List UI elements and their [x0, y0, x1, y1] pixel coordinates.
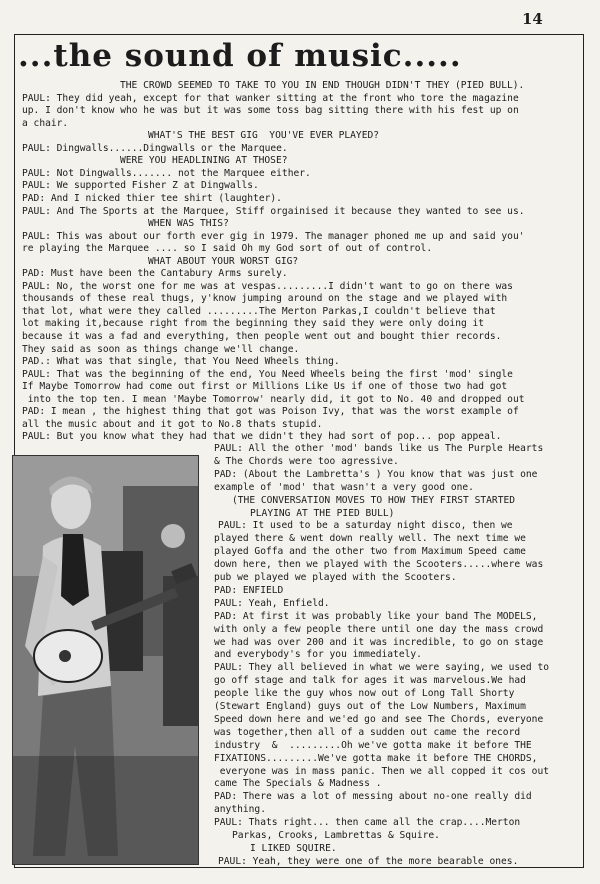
text-line: THE CROWD SEEMED TO TAKE TO YOU IN END THOUGH DIDN'T THEY (PIED BULL).	[120, 80, 525, 91]
text-line: Speed down here and we'ed go and see The Chords, everyone	[214, 713, 544, 725]
text-line: thousands of these real thugs, y'know jumping around on the stage and we played with	[22, 293, 508, 305]
text-line: PAD: Must have been the Cantabury Arms surely.	[22, 268, 288, 280]
text-line: If Maybe Tomorrow had come out first or Millions Like Us if one of those two had got	[22, 381, 508, 393]
text-line: played Goffa and the other two from Maximum Speed came	[214, 546, 526, 558]
text-line: because it was a fad and everything, then people went out and bought thier records.	[22, 331, 502, 342]
text-line: re playing the Marquee .... so I said Oh my God sort of out of control.	[22, 243, 433, 255]
text-line: PAUL: It used to be a saturday night disco, then we	[218, 520, 513, 532]
text-line: PAUL: And The Sports at the Marquee, Stiff orgainised it because they wanted to see us.	[22, 205, 525, 217]
text-line: Parkas, Crooks, Lambrettas & Squire.	[232, 830, 440, 841]
article-title: ...the sound of music.....	[18, 38, 462, 74]
text-line: WHAT ABOUT YOUR WORST GIG?	[148, 255, 299, 267]
text-line: up. I don't know who he was but it was some toss bag sitting there with his fest up on	[22, 105, 519, 117]
text-line: played there & went down really well. The next time we	[214, 533, 526, 545]
text-line: example of 'mod' that wasn't a very good one.	[214, 481, 474, 493]
text-line: that lot, what were they called .........The Merton Parkas,I couldn't believe that	[22, 305, 496, 317]
text-line: FIXATIONS.........We've gotta make it before THE CHORDS,	[214, 752, 538, 764]
text-line: WHAT'S THE BEST GIG YOU'VE EVER PLAYED?	[148, 130, 380, 142]
text-line: PLAYING AT THE PIED BULL)	[250, 507, 395, 519]
text-line: They said as soon as things change we'll change.	[22, 343, 300, 355]
text-line: came The Specials & Madness .	[214, 778, 382, 790]
text-line: WHEN WAS THIS?	[148, 218, 229, 230]
text-line: PAUL: Not Dingwalls....... not the Marquee either.	[22, 167, 311, 179]
text-line: PAUL: Thats right... then came all the crap....Merton	[214, 817, 521, 829]
text-line: PAUL: Yeah, Enfield.	[214, 597, 330, 609]
text-line: PAD: (About the Lambretta's ) You know that was just one	[214, 468, 538, 480]
text-line: PAD: ENFIELD	[214, 584, 284, 596]
text-line: down here, then we played with the Scooters.....where was	[214, 559, 544, 571]
page-number: 14	[522, 10, 543, 28]
text-line: (Stewart England) guys out of the Low Numbers, Maximum	[214, 701, 526, 712]
text-line: and everybody's for you immediately.	[214, 649, 422, 661]
text-line: PAD: There was a lot of messing about no-one really did	[214, 791, 532, 803]
text-line: into the top ten. I mean 'Maybe Tomorrow' nearly did, it got to No. 40 and dropped out	[22, 393, 525, 405]
text-line: (THE CONVERSATION MOVES TO HOW THEY FIRST STARTED	[232, 494, 516, 506]
text-line: PAUL: They did yeah, except for that wanker sitting at the front who tore the magazine	[22, 92, 519, 104]
text-line: PAD: I mean , the highest thing that got was Poison Ivy, that was the worst example of	[22, 406, 519, 418]
text-line: PAUL: This was about our forth ever gig in 1979. The manager phoned me up and said you'	[22, 230, 525, 242]
text-line: PAUL: That was the beginning of the end, You Need Wheels being the first 'mod' single	[22, 368, 513, 380]
text-line: & The Chords were too agressive.	[214, 455, 399, 467]
text-line: all the music about and it got to No.8 thats stupid.	[22, 418, 323, 430]
text-line: we had was over 200 and it was incredible, to go on stage	[214, 636, 544, 648]
text-line: people like the guy whos now out of Long Tall Shorty	[214, 688, 515, 700]
text-line: a chair.	[22, 117, 69, 129]
text-line: anything.	[214, 804, 266, 816]
text-line: PAD.: What was that single, that You Need Wheels thing.	[22, 356, 340, 368]
band-photo	[12, 455, 199, 865]
text-line: I LIKED SQUIRE.	[250, 842, 337, 854]
text-line: PAUL: No, the worst one for me was at vespas.........I didn't want to go on there was	[22, 280, 513, 292]
text-line: everyone was in mass panic. Then we all copped it cos out	[214, 765, 550, 777]
text-line: PAD: At first it was probably like your band The MODELS,	[214, 610, 538, 622]
text-line: industry & .........Oh we've gotta make it before THE	[214, 739, 532, 751]
text-line: PAUL: Yeah, they were one of the more bearable ones.	[218, 855, 519, 867]
text-line: PAUL: We supported Fisher Z at Dingwalls.	[22, 180, 259, 192]
text-line: pub we played we played with the Scooters.	[214, 572, 457, 583]
guitarist-photo-illustration	[13, 456, 199, 865]
text-line: PAD: And I nicked thier tee shirt (laughter).	[22, 192, 282, 204]
text-line: go off stage and talk for ages it was marvelous.We had	[214, 675, 526, 687]
text-line: PAUL: Dingwalls......Dingwalls or the Marquee.	[22, 142, 288, 154]
text-line: PAUL: But you know what they had that we didn't they had sort of pop... pop appeal.	[22, 431, 502, 443]
text-line: lot making it,because right from the beginning they said they were only doing it	[22, 318, 485, 330]
text-line: WERE YOU HEADLINING AT THOSE?	[120, 155, 288, 167]
text-line: with only a few people there until one day the mass crowd	[214, 623, 544, 635]
text-line: was together,then all of a sudden out came the record	[214, 726, 521, 738]
text-line: PAUL: They all believed in what we were saying, we used to	[214, 662, 550, 674]
text-line: PAUL: All the other 'mod' bands like us The Purple Hearts	[214, 443, 544, 454]
